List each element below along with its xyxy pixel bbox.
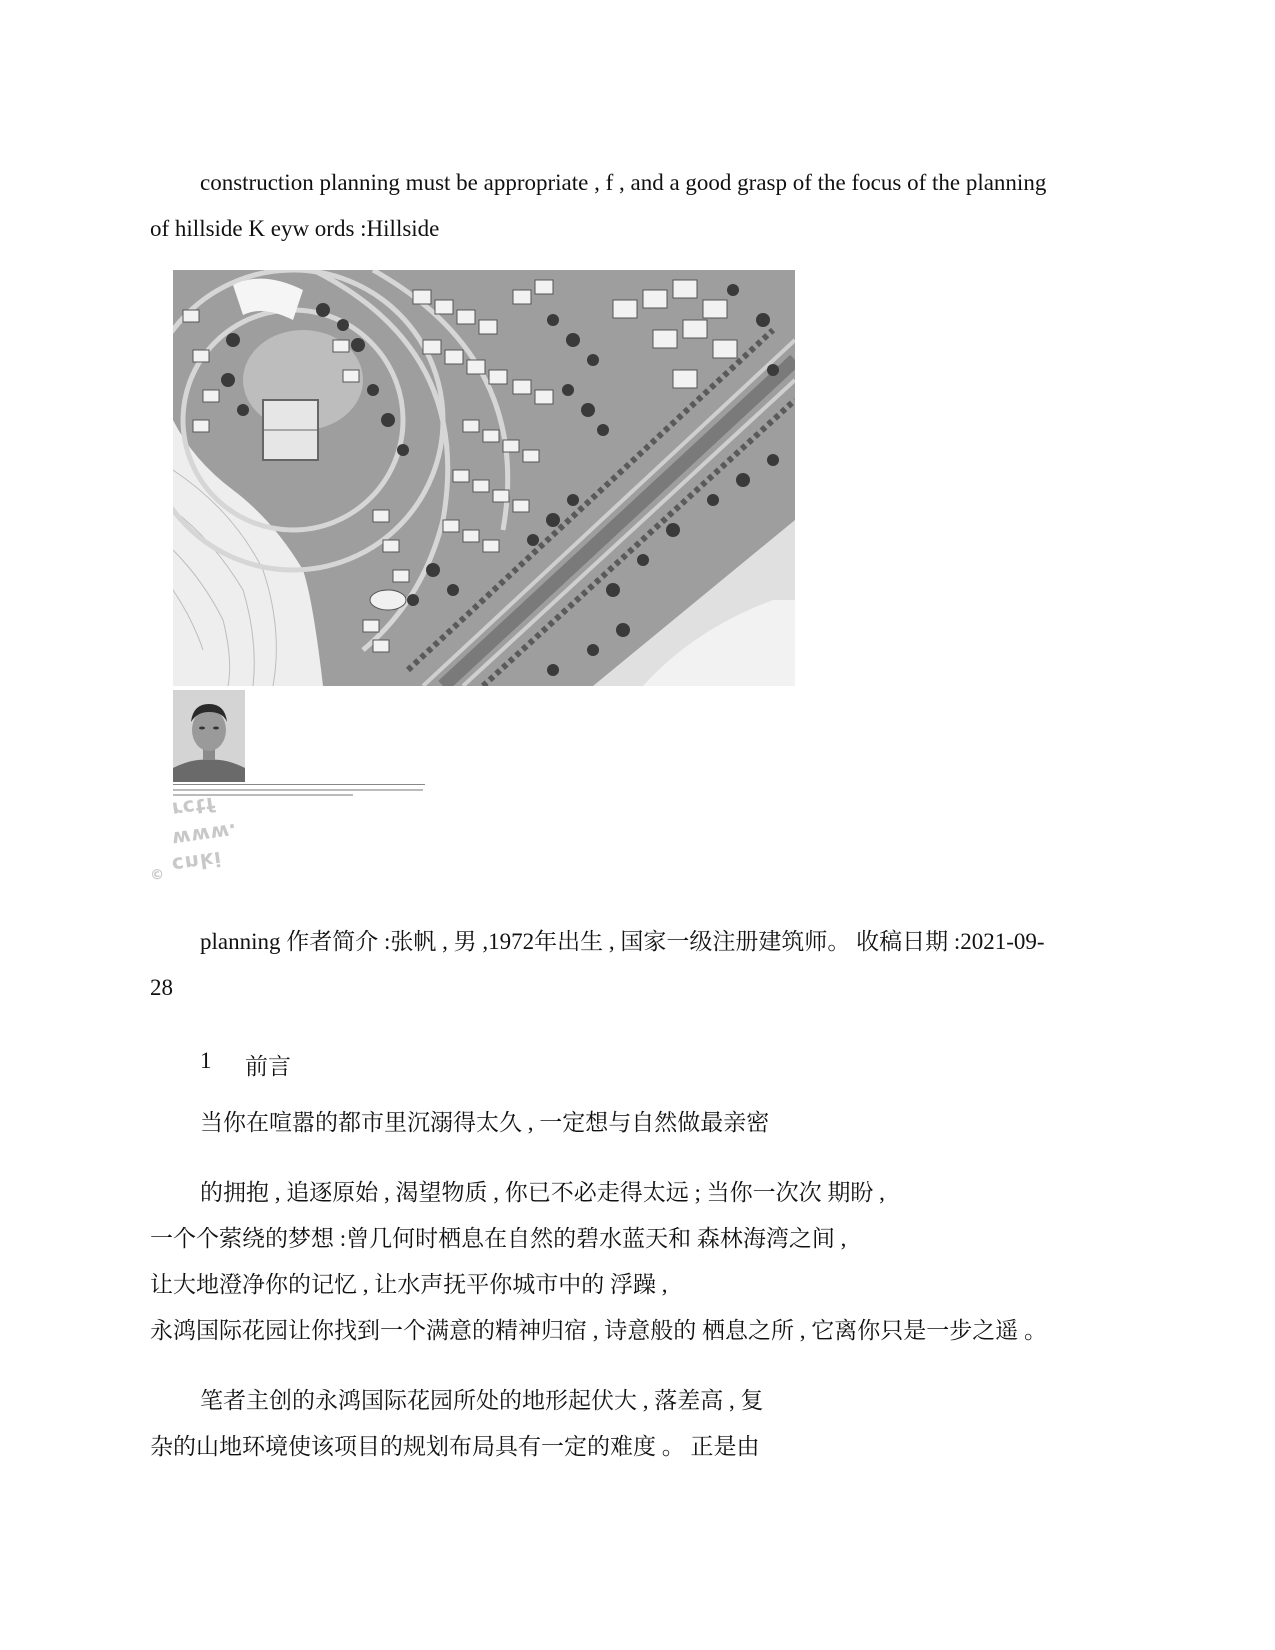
paragraph-line: 当你在喧嚣的都市里沉溺得太久 , 一定想与自然做最亲密 (200, 1110, 770, 1135)
abstract-line-2: of hillside K eyw ords :Hillside (150, 216, 440, 241)
photo-divider (173, 784, 425, 785)
paragraph-line: 的拥抱 , 追逐原始 , 渴望物质 , 你已不必走得太远 ; 当你一次次 期盼 , (200, 1180, 885, 1205)
author-bio-line-2: 28 (150, 975, 173, 1000)
watermark-text: rctf (170, 792, 218, 822)
paragraph-line: 杂的山地环境使该项目的规划布局具有一定的难度 。 正是由 (150, 1434, 760, 1459)
abstract-line-1: construction planning must be appropriate , f , and a good grasp of the focus of the planning (200, 170, 1047, 195)
watermark (148, 792, 260, 885)
paragraph-line: 笔者主创的永鸿国际花园所处的地形起伏大 , 落差高 , 复 (200, 1388, 764, 1413)
author-bio-line-1: planning 作者简介 :张帆 , 男 ,1972年出生 , 国家一级注册建筑师。 收稿日期 :2021-09- (200, 929, 1045, 954)
garbled-caption-line (173, 789, 423, 791)
section-title: 前言 (245, 1054, 291, 1079)
watermark-text: www. (170, 818, 240, 852)
site-plan-image (173, 270, 795, 686)
paragraph-line: 一个个萦绕的梦想 :曾几何时栖息在自然的碧水蓝天和 森林海湾之间 , (150, 1226, 847, 1251)
paragraph-line: 永鸿国际花园让你找到一个满意的精神归宿 , 诗意般的 栖息之所 , 它离你只是一步之遥 。 (150, 1318, 1047, 1343)
paragraph-line: 让大地澄净你的记忆 , 让水声抚平你城市中的 浮躁 , (150, 1272, 668, 1297)
watermark-text: cnki (170, 846, 224, 878)
section-number: 1 (200, 1048, 212, 1073)
watermark-text: © (148, 864, 167, 882)
author-photo (173, 690, 245, 782)
